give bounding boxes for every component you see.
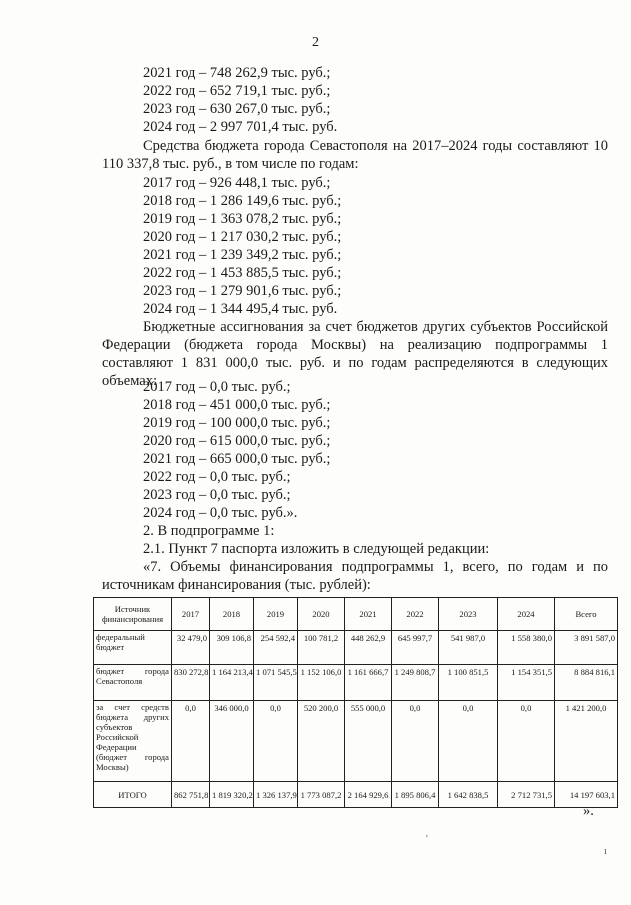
page-number: 2 — [312, 35, 319, 50]
year-line: 2020 год – 1 217 030,2 тыс. руб.; — [143, 229, 342, 245]
year-line: 2021 год – 1 239 349,2 тыс. руб.; — [143, 247, 342, 263]
year-line: 2023 год – 0,0 тыс. руб.; — [143, 487, 291, 503]
column-header: 2024 — [498, 598, 555, 631]
table-cell: 1 071 545,5 — [254, 665, 298, 701]
year-line: 2021 год – 665 000,0 тыс. руб.; — [143, 451, 331, 467]
scan-speck: ' — [426, 834, 428, 845]
row-label: федеральный бюджет — [94, 631, 172, 665]
table-cell: 0,0 — [254, 701, 298, 782]
row-label: за счет средств бюджета других субъектов Российской Федерации (бюджет города Москвы) — [94, 701, 172, 782]
table-cell: 1 249 808,7 — [392, 665, 439, 701]
table-cell: 1 642 838,5 — [439, 782, 498, 808]
column-header: Всего — [555, 598, 618, 631]
table-cell: 254 592,4 — [254, 631, 298, 665]
table-cell: 1 152 106,0 — [298, 665, 345, 701]
row-label: бюджет города Севастополя — [94, 665, 172, 701]
year-line: 2023 год – 1 279 901,6 тыс. руб.; — [143, 283, 342, 299]
table-cell: 0,0 — [172, 701, 210, 782]
table-cell: 0,0 — [498, 701, 555, 782]
table-cell: 520 200,0 — [298, 701, 345, 782]
table-row — [94, 631, 618, 665]
table-cell: 1 326 137,9 — [254, 782, 298, 808]
table-cell: 1 154 351,5 — [498, 665, 555, 701]
table-cell: 1 421 200,0 — [555, 701, 618, 782]
year-line: 2024 год – 2 997 701,4 тыс. руб. — [143, 119, 338, 135]
moscow-paragraph: Бюджетные ассигнования за счет бюджетов других субъектов Российской Федерации (бюджета города Москвы) на реализацию подпрограммы 1 составляют 1 831 000,0 тыс. руб. и по годам распределяются в следующих объемах: — [102, 319, 608, 389]
table-cell: 3 891 587,0 — [555, 631, 618, 665]
table-cell: 0,0 — [392, 701, 439, 782]
table-cell: 309 106,8 — [210, 631, 254, 665]
year-line: 2018 год – 451 000,0 тыс. руб.; — [143, 397, 331, 413]
table-cell: 2 164 929,6 — [345, 782, 392, 808]
table-cell: 1 161 666,7 — [345, 665, 392, 701]
table-cell: 1 895 806,4 — [392, 782, 439, 808]
table-cell: 862 751,8 — [172, 782, 210, 808]
table-cell: 32 479,0 — [172, 631, 210, 665]
table-header-row — [94, 598, 618, 631]
column-header: 2022 — [392, 598, 439, 631]
table-cell: 1 164 213,4 — [210, 665, 254, 701]
column-header: 2020 — [298, 598, 345, 631]
year-line: 2021 год – 748 262,9 тыс. руб.; — [143, 65, 331, 81]
table-cell: 346 000,0 — [210, 701, 254, 782]
table-cell: 8 884 816,1 — [555, 665, 618, 701]
year-line: 2022 год – 1 453 885,5 тыс. руб.; — [143, 265, 342, 281]
column-header: 2017 — [172, 598, 210, 631]
financing-table — [93, 597, 618, 808]
section-item-2: 2. В подпрограмме 1: — [143, 523, 275, 539]
table-cell: 100 781,2 — [298, 631, 345, 665]
table-cell: 555 000,0 — [345, 701, 392, 782]
year-line: 2017 год – 0,0 тыс. руб.; — [143, 379, 291, 395]
year-line: 2018 год – 1 286 149,6 тыс. руб.; — [143, 193, 342, 209]
table-cell: 0,0 — [439, 701, 498, 782]
year-line: 2020 год – 615 000,0 тыс. руб.; — [143, 433, 331, 449]
year-line: 2019 год – 1 363 078,2 тыс. руб.; — [143, 211, 342, 227]
year-line: 2019 год – 100 000,0 тыс. руб.; — [143, 415, 331, 431]
table-cell: 1 773 087,2 — [298, 782, 345, 808]
year-line: 2017 год – 926 448,1 тыс. руб.; — [143, 175, 331, 191]
column-header: Источник финансирования — [94, 598, 172, 631]
table-cell: 2 712 731,5 — [498, 782, 555, 808]
section-item-2-1: 2.1. Пункт 7 паспорта изложить в следующей редакции: — [143, 541, 490, 557]
year-line: 2024 год – 0,0 тыс. руб.». — [143, 505, 298, 521]
table-cell: 1 819 320,2 — [210, 782, 254, 808]
quote-paragraph: «7. Объемы финансирования подпрограммы 1, всего, по годам и по источникам финансирования (тыс. рублей): — [102, 559, 608, 593]
table-cell: 14 197 603,1 — [555, 782, 618, 808]
table-row — [94, 701, 618, 782]
year-line: 2022 год – 0,0 тыс. руб.; — [143, 469, 291, 485]
table-cell: 1 558 380,0 — [498, 631, 555, 665]
column-header: 2018 — [210, 598, 254, 631]
year-line: 2023 год – 630 267,0 тыс. руб.; — [143, 101, 331, 117]
table-cell: 830 272,8 — [172, 665, 210, 701]
year-line: 2022 год – 652 719,1 тыс. руб.; — [143, 83, 331, 99]
column-header: 2021 — [345, 598, 392, 631]
table-cell: 645 997,7 — [392, 631, 439, 665]
sevastopol-paragraph: Средства бюджета города Севастополя на 2017–2024 годы составляют 10 110 337,8 тыс. руб., в том числе по годам: — [102, 138, 608, 172]
table-cell: 541 987,0 — [439, 631, 498, 665]
table-total-row — [94, 782, 618, 808]
row-label: ИТОГО — [94, 782, 172, 808]
column-header: 2023 — [439, 598, 498, 631]
column-header: 2019 — [254, 598, 298, 631]
table-row — [94, 665, 618, 701]
closing-quote: ». — [583, 803, 594, 819]
table-cell: 1 100 851,5 — [439, 665, 498, 701]
table-cell: 448 262,9 — [345, 631, 392, 665]
year-line: 2024 год – 1 344 495,4 тыс. руб. — [143, 301, 338, 317]
scan-speck: ı — [604, 846, 607, 857]
